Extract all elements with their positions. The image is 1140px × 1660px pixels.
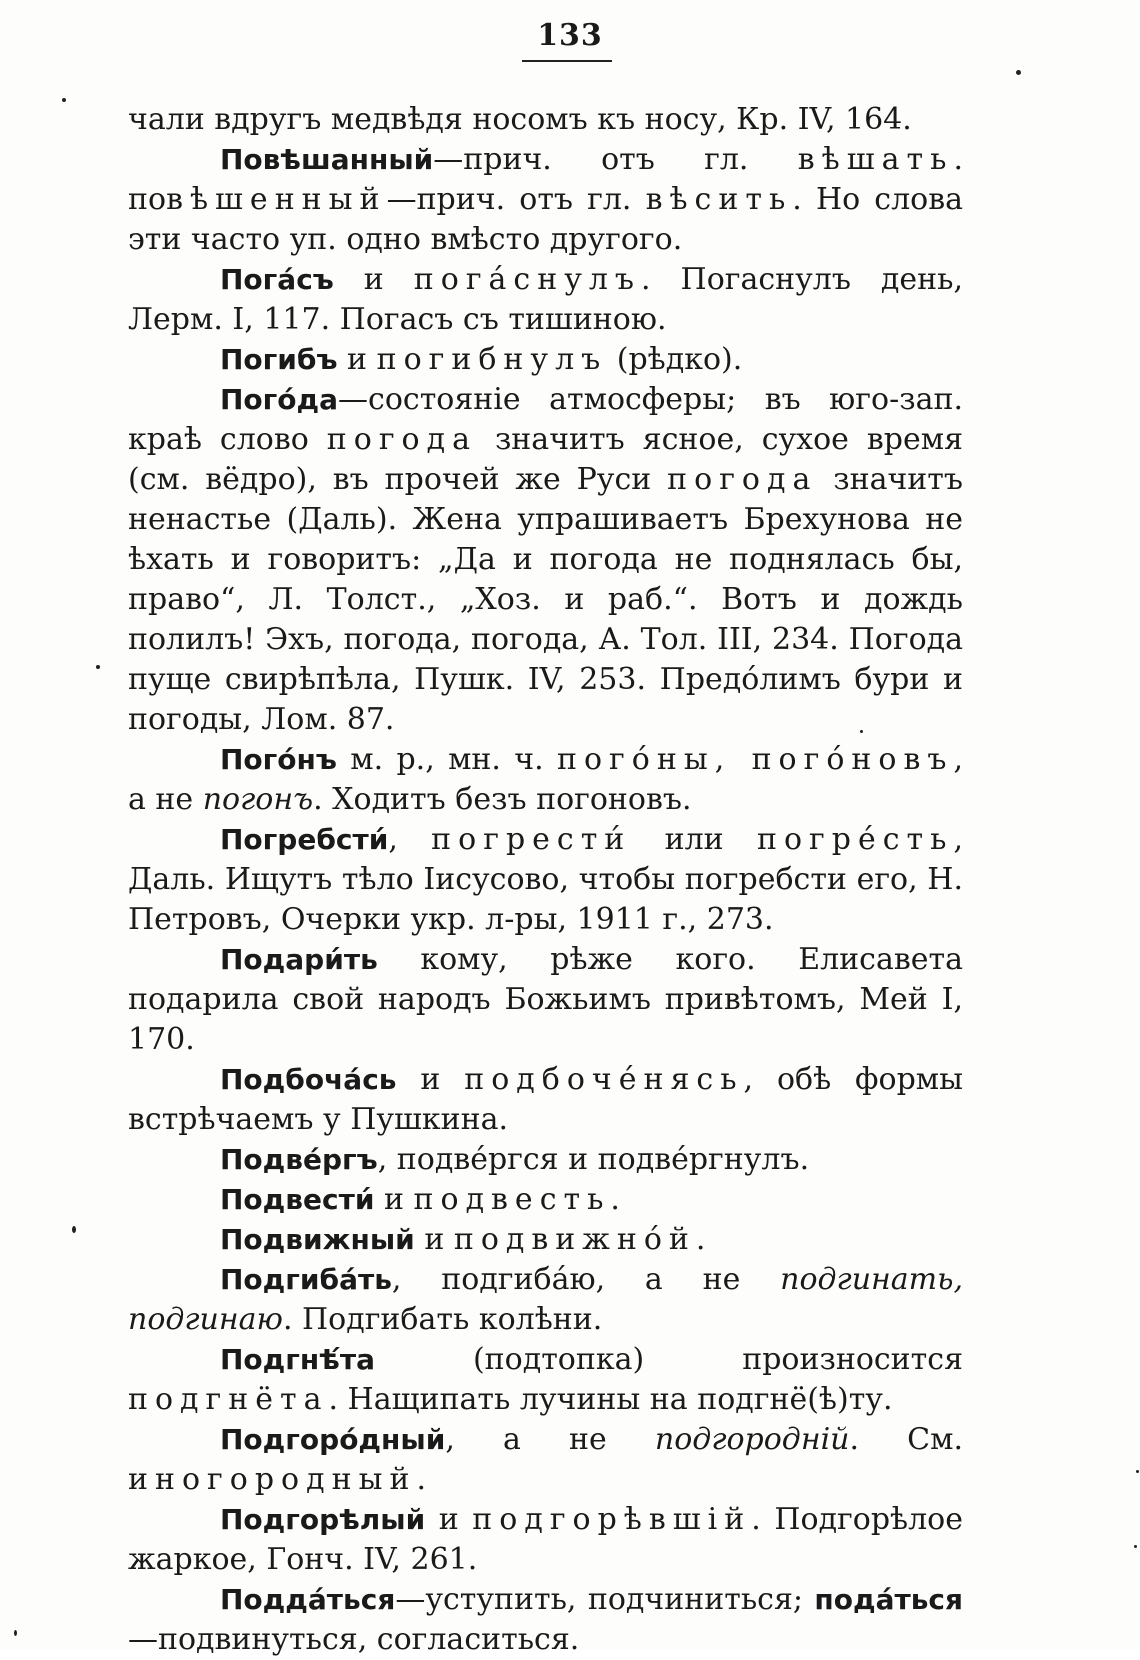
spaced-form: погáснулъ <box>413 262 642 297</box>
dictionary-entry <box>128 1580 963 1660</box>
dictionary-entry <box>128 260 963 340</box>
entry-text: , <box>388 822 432 857</box>
entry-headword: Подгорóдный <box>220 1423 446 1456</box>
scan-speck <box>14 1630 17 1636</box>
entry-text: и <box>425 1502 473 1537</box>
entry-continuation <box>128 100 963 140</box>
dictionary-entry <box>128 1180 963 1220</box>
entry-text: . Но слова эти часто уп. одно вмѣсто другого. <box>128 182 964 257</box>
entry-headword: Подбочáсь <box>220 1063 397 1096</box>
dictionary-entry <box>128 140 963 260</box>
dictionary-text <box>128 100 963 1660</box>
entry-text: , обѣ формы встрѣчаемъ у Пушкина. <box>128 1062 963 1137</box>
scan-speck <box>1136 1470 1139 1473</box>
entry-text: значитъ ясное, сухое время (см. вёдро), въ прочей же Руси <box>128 422 963 497</box>
spaced-form: погóны, погóновъ <box>556 742 954 777</box>
spaced-form: подгнёта <box>128 1382 329 1417</box>
entry-text: . Подгорѣлое жаркое, Гонч. IV, 261. <box>128 1502 963 1577</box>
spaced-form: вѣшать <box>797 142 954 177</box>
entry-text: . <box>416 1462 426 1497</box>
entry-text: , подгибáю, а не <box>391 1262 781 1297</box>
entry-text: значитъ ненастье (Даль). Жена упрашиваетъ Брехунова не ѣхать и говоритъ: „Да и погода не поднялась бы, право“, Л. Толст., „Хоз. и раб.“. Вотъ и дождь полилъ! Эхъ, погода, погода, А. Тол. III, 234. Погода пуще свирѣпѣла, Пушк. IV, 253. Предóлимъ бури и погоды, Лом. 87. <box>128 462 963 737</box>
dictionary-entry <box>128 1500 963 1580</box>
entry-text: и <box>337 342 377 377</box>
dictionary-entry <box>128 940 963 1060</box>
entry-text: —состояніе атмосферы; въ юго-зап. краѣ слово <box>128 382 963 457</box>
entry-text: , а не <box>128 742 963 817</box>
entry-text: . Подгибать колѣни. <box>282 1302 603 1337</box>
entry-headword: подáться <box>814 1583 963 1616</box>
dictionary-entry <box>128 1060 963 1140</box>
dictionary-entry <box>128 1220 963 1260</box>
entry-headword: Погибъ <box>220 343 338 376</box>
spaced-form: подвижнóй <box>453 1222 696 1257</box>
entry-text: или <box>631 822 757 857</box>
spaced-form: погода <box>667 462 818 497</box>
entry-headword: Подвижный <box>220 1223 415 1256</box>
entry-text: . Ходитъ безъ погоновъ. <box>313 782 692 817</box>
dictionary-entry <box>128 820 963 940</box>
spaced-form: подбочéнясь <box>464 1062 744 1097</box>
spaced-form: погода <box>326 422 477 457</box>
entry-headword: Погребсти́ <box>220 823 389 856</box>
entry-text: и <box>333 262 414 297</box>
spaced-form: погрéсть <box>756 822 954 857</box>
dictionary-entry <box>128 1260 963 1340</box>
entry-text: чали вдругъ медвѣдя носомъ къ носу, Кр. IV, 164. <box>128 102 912 137</box>
spaced-form: вѣшенный <box>166 182 387 217</box>
entry-text: и <box>396 1062 465 1097</box>
entry-headword: Погóда <box>220 383 339 416</box>
entry-text: (подтопка) произносится <box>374 1342 963 1377</box>
entry-headword: Подгибáть <box>220 1263 392 1296</box>
dictionary-entry <box>128 1140 963 1180</box>
entry-text: , подвéргся и подвéргнулъ. <box>377 1142 810 1177</box>
entry-text: кому, рѣже кого. Елисавета подарила свой народъ Божьимъ привѣтомъ, Мей I, 170. <box>128 942 963 1057</box>
entry-headword: Подгнѣ́та <box>220 1343 375 1376</box>
scan-speck <box>1016 70 1021 75</box>
entry-headword: Подари́ть <box>220 943 378 976</box>
entry-text: . <box>610 1182 620 1217</box>
entry-headword: Повѣшанный <box>220 143 434 176</box>
entry-headword: Погóнъ <box>220 743 337 776</box>
dictionary-entry <box>128 380 963 740</box>
spaced-form: вѣсить <box>645 182 793 217</box>
entry-text: , а не <box>445 1422 655 1457</box>
entry-headword: Подвéргъ <box>220 1143 378 1176</box>
entry-text: —прич. отъ гл. <box>433 142 798 177</box>
entry-text: м. р., мн. ч. <box>336 742 557 777</box>
scan-speck <box>1134 1545 1137 1548</box>
entry-text: . по <box>128 142 963 217</box>
spaced-form: иногородный <box>128 1462 417 1497</box>
entry-headword: Поддáться <box>220 1583 396 1616</box>
page-number: 133 <box>537 18 603 53</box>
entry-headword: Подвести́ <box>220 1183 375 1216</box>
scan-speck <box>62 98 66 102</box>
entry-text: —прич. отъ гл. <box>386 182 646 217</box>
incorrect-form: подгинать, подгинаю <box>128 1262 963 1337</box>
entry-text: . См. <box>849 1422 963 1457</box>
entry-headword: Подгорѣлый <box>220 1503 426 1536</box>
incorrect-form: погонъ <box>202 782 314 817</box>
spaced-form: погибнулъ <box>376 342 608 377</box>
entry-headword: Погáсъ <box>220 263 334 296</box>
entry-text: и <box>374 1182 414 1217</box>
entry-text: —подвинуться, согласиться. <box>128 1622 580 1657</box>
entry-text: . <box>695 1222 706 1257</box>
page-number-rule <box>522 60 612 62</box>
entry-text: , Даль. Ищутъ тѣло Іисусово, чтобы погребсти его, Н. Петровъ, Очерки укр. л-ры, 1911 г., 273. <box>128 822 963 937</box>
entry-text: . Погаснулъ день, Лерм. I, 117. Погасъ съ тишиною. <box>128 262 963 337</box>
entry-text: . Нащипать лучины на подгнё(ѣ)ту. <box>328 1382 893 1417</box>
dictionary-entry <box>128 1420 963 1500</box>
incorrect-form: подгородній <box>654 1422 850 1457</box>
scan-speck <box>96 665 100 669</box>
spaced-form: подгорѣвшій <box>472 1502 752 1537</box>
entry-text: и <box>414 1222 454 1257</box>
spaced-form: погрести́ <box>431 822 632 857</box>
entry-text: (рѣдко). <box>607 342 743 377</box>
dictionary-entry <box>128 740 963 820</box>
dictionary-entry <box>128 340 963 380</box>
scan-speck <box>860 730 863 733</box>
dictionary-entry <box>128 1340 963 1420</box>
entry-text: —уступить, подчиниться; <box>395 1582 815 1617</box>
spaced-form: подвесть <box>413 1182 611 1217</box>
scan-speck <box>72 1226 76 1233</box>
